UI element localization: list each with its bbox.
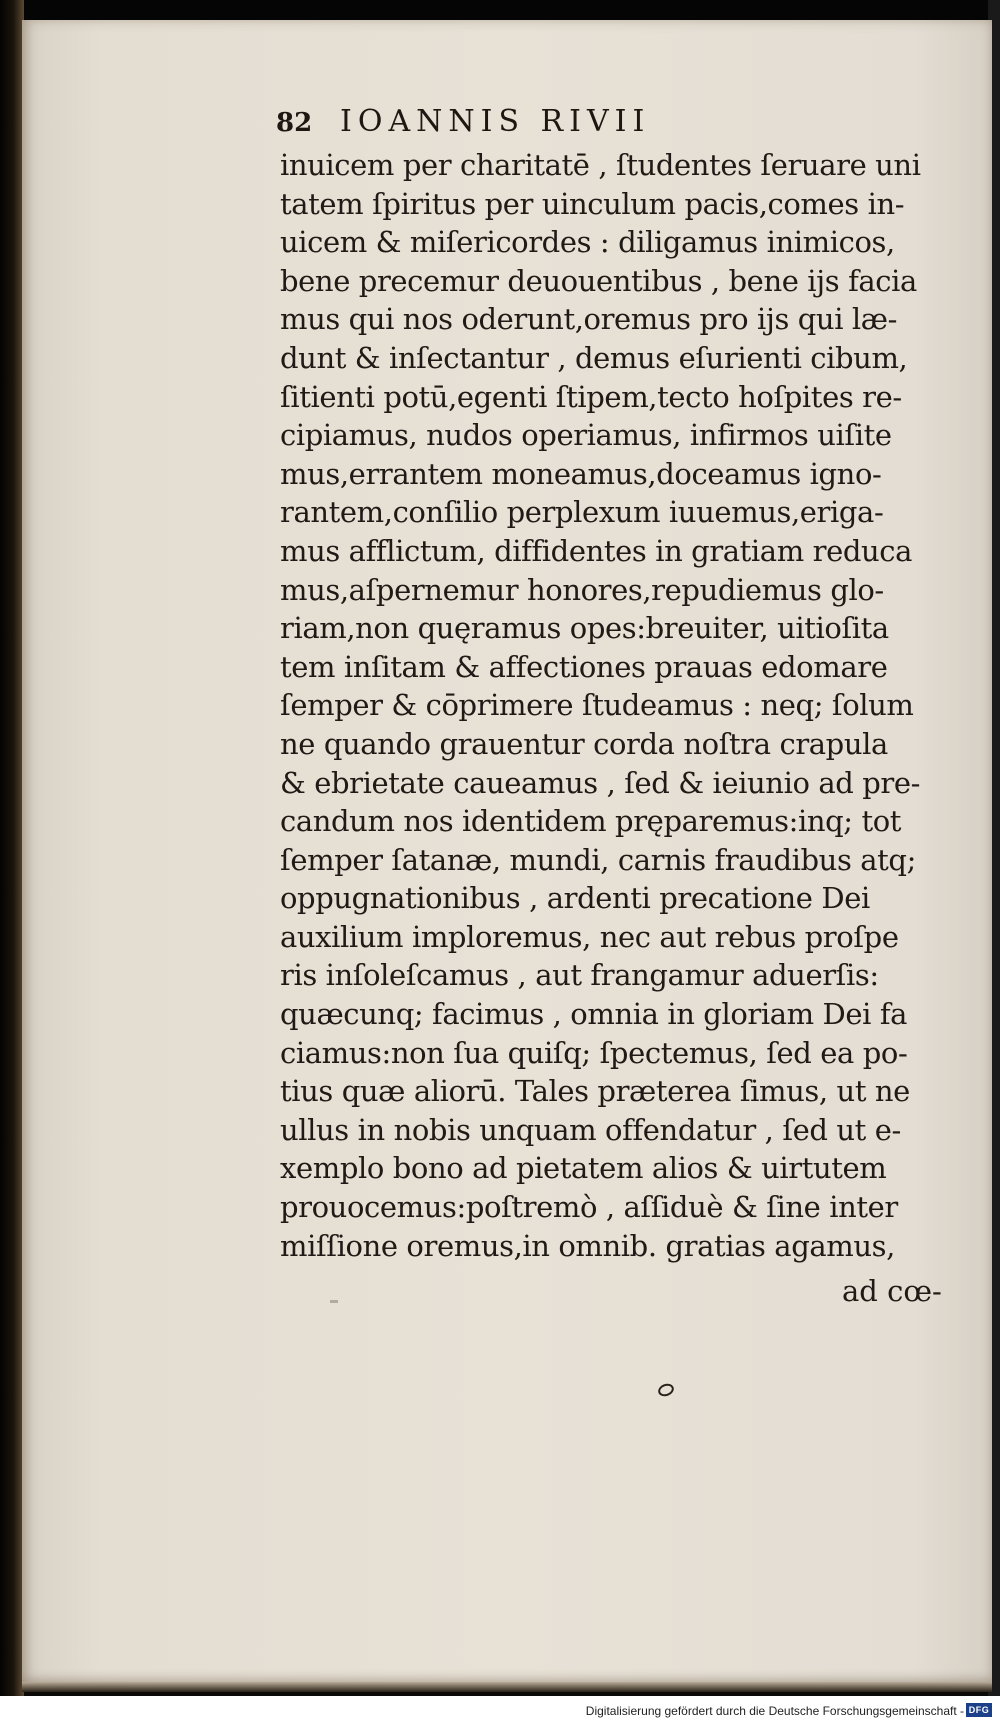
text-line: oppugnationibus , ardenti precatione Dei	[280, 881, 870, 916]
text-line: uicem & miſericordes : diligamus inimicos,	[280, 225, 895, 260]
body-text	[280, 146, 940, 1265]
text-line: mus qui nos oderunt,oremus pro ijs qui læ-	[280, 302, 898, 337]
text-line: candum nos identidem pręparemus:inq; tot	[280, 804, 902, 839]
ink-smudge	[330, 1300, 338, 1303]
text-line: ſemper & cōprimere ſtudeamus : neq; ſolum	[280, 688, 914, 723]
text-line: mus,errantem moneamus,doceamus igno-	[280, 456, 882, 491]
text-line: dunt & inſectantur , demus eſurienti cibum,	[280, 340, 908, 375]
text-line: ciamus:non ſua quiſq; ſpectemus, ſed ea po-	[280, 1035, 908, 1070]
text-line: auxilium imploremus, nec aut rebus proſpe	[280, 919, 899, 954]
text-line: ne quando grauentur corda noſtra crapula	[280, 726, 888, 761]
running-head: IOANNIS RIVII	[340, 104, 651, 139]
text-line: quæcunq; facimus , omnia in gloriam Dei fa	[280, 997, 908, 1032]
text-line: tem inſitam & affectiones prauas edomare	[280, 649, 888, 684]
text-line: ſemper ſatanæ, mundi, carnis fraudibus atq;	[280, 842, 916, 877]
catchword: ad cœ-	[842, 1274, 942, 1308]
text-line: & ebrietate caueamus , ſed & ieiunio ad pre-	[280, 765, 920, 800]
page-header	[276, 104, 836, 144]
page-number: 82	[276, 108, 313, 138]
text-line: mus,aſpernemur honores,repudiemus glo-	[280, 572, 884, 607]
text-line: cipiamus, nudos operiamus, infirmos uiſite	[280, 418, 892, 453]
text-line: ſitienti potū,egenti ſtipem,tecto hoſpites re-	[280, 379, 902, 414]
text-line: mus afflictum, diffidentes in gratiam reduca	[280, 533, 913, 568]
book-spine-edge	[0, 0, 24, 1723]
text-line: tius quæ aliorū. Tales præterea ſimus, ut ne	[280, 1074, 910, 1109]
text-line: ullus in nobis unquam offendatur , ſed ut e-	[280, 1112, 901, 1147]
dfg-logo: DFG	[966, 1703, 992, 1717]
text-line: tatem ſpiritus per uinculum pacis,comes in-	[280, 186, 905, 221]
text-line: ris inſoleſcamus , aut frangamur aduerſis:	[280, 958, 879, 993]
text-line: prouocemus:poſtremò , aſſiduè & ſine inter	[280, 1190, 898, 1225]
text-line: bene precemur deuouentibus , bene ijs facia	[280, 263, 917, 298]
text-line: inuicem per charitatē , ſtudentes ſeruare uni	[280, 148, 921, 182]
page-bottom-edge	[22, 1682, 992, 1692]
text-line: rantem,conſilio perplexum iuuemus,eriga-	[280, 495, 884, 530]
footer-credit: Digitalisierung gefördert durch die Deutsche Forschungsgemeinschaft -	[585, 1704, 964, 1718]
text-line: miſſione oremus,in omnib. gratias agamus,	[280, 1228, 895, 1263]
text-line: riam,non quęramus opes:breuiter, uitioſita	[280, 611, 889, 646]
scan-top-edge	[0, 0, 1000, 20]
text-line: xemplo bono ad pietatem alios & uirtutem	[280, 1151, 887, 1186]
